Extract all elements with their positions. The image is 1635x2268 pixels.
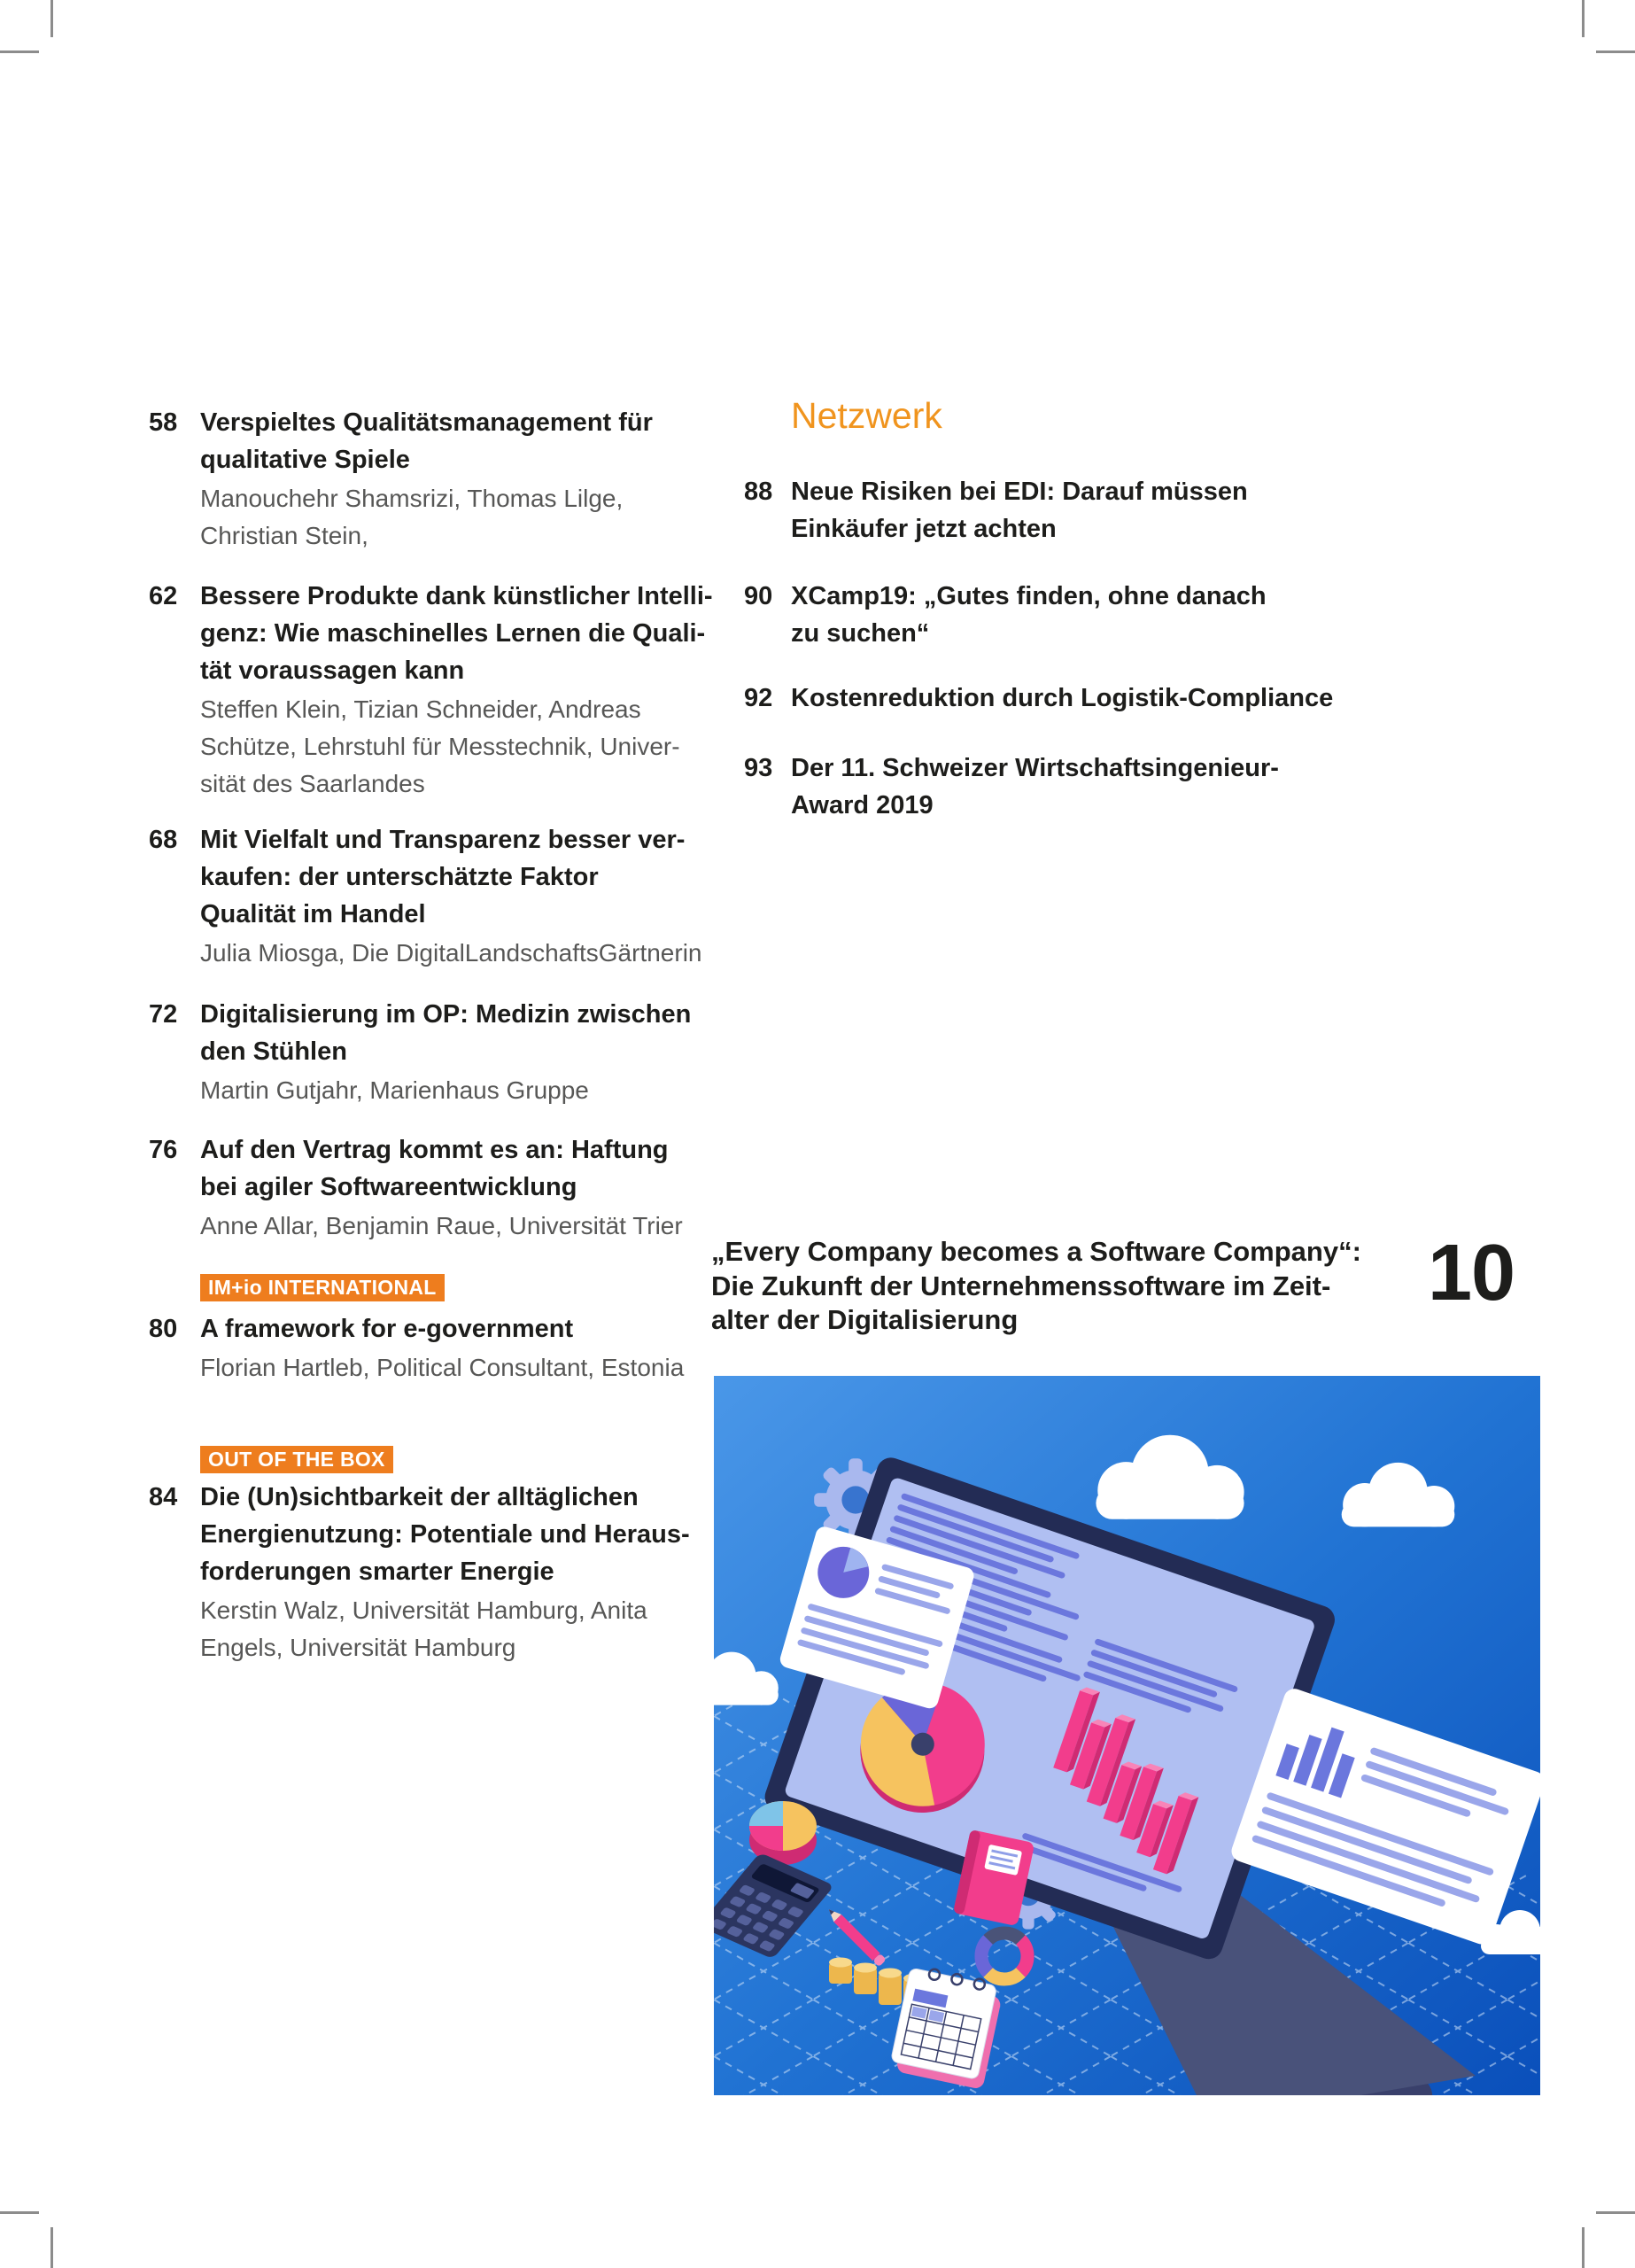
entry-author-line: Engels, Universität Hamburg bbox=[200, 1634, 516, 1661]
entry-page-number: 62 bbox=[149, 582, 178, 610]
toc-entry bbox=[149, 821, 702, 972]
crop-mark bbox=[1582, 0, 1585, 37]
crop-mark bbox=[0, 2211, 39, 2214]
section-heading-netzwerk: Netzwerk bbox=[791, 395, 942, 436]
entry-title-line: zu suchen“ bbox=[791, 619, 930, 648]
entry-author-line: Steffen Klein, Tizian Schneider, Andreas bbox=[200, 695, 641, 723]
entry-page-number: 76 bbox=[149, 1136, 178, 1164]
entry-author-line: Martin Gutjahr, Marienhaus Gruppe bbox=[200, 1076, 589, 1104]
toc-entry bbox=[744, 473, 1248, 548]
entry-title-line: Der 11. Schweizer Wirtschaftsingenieur- bbox=[791, 754, 1279, 782]
feature-illustration bbox=[714, 1376, 1540, 2095]
entry-title-line: Digitalisierung im OP: Medizin zwischen bbox=[200, 1000, 692, 1029]
feature-page-number: 10 bbox=[1428, 1229, 1515, 1317]
toc-entry bbox=[744, 578, 1267, 652]
entry-title-line: Auf den Vertrag kommt es an: Haftung bbox=[200, 1136, 669, 1164]
crop-mark bbox=[0, 50, 39, 53]
entry-page-number: 58 bbox=[149, 408, 178, 437]
entry-title-line: Die (Un)sichtbarkeit der alltäglichen bbox=[200, 1483, 639, 1511]
entry-page-number: 93 bbox=[744, 754, 773, 782]
entry-title-line: Bessere Produkte dank künstlicher Intelli- bbox=[200, 582, 713, 610]
entry-page-number: 88 bbox=[744, 478, 773, 506]
toc-entry bbox=[149, 1479, 690, 1666]
crop-mark bbox=[1596, 2211, 1635, 2214]
entry-title-line: A framework for e-government bbox=[200, 1315, 574, 1343]
toc-entry bbox=[149, 578, 713, 803]
section-badge-international: IM+io INTERNATIONAL bbox=[200, 1274, 445, 1301]
entry-page-number: 68 bbox=[149, 826, 178, 854]
entry-title-line: Neue Risiken bei EDI: Darauf müssen bbox=[791, 478, 1248, 506]
section-badge-out-of-the-box: OUT OF THE BOX bbox=[200, 1446, 393, 1473]
feature-title-line: Die Zukunft der Unternehmenssoftware im Zeit- bbox=[711, 1270, 1331, 1301]
feature-title bbox=[711, 1235, 1361, 1338]
entry-title-line: Kostenreduktion durch Logistik-Compliance bbox=[791, 684, 1334, 712]
entry-title-line: kaufen: der unterschätzte Faktor bbox=[200, 863, 599, 891]
entry-title-line: genz: Wie maschinelles Lernen die Quali- bbox=[200, 619, 706, 648]
feature-title-line: „Every Company becomes a Software Company“: bbox=[711, 1236, 1361, 1267]
entry-author-line: Florian Hartleb, Political Consultant, Estonia bbox=[200, 1354, 685, 1381]
toc-entry bbox=[744, 680, 1333, 717]
crop-mark bbox=[1582, 2227, 1585, 2268]
entry-title-line: Verspieltes Qualitätsmanagement für bbox=[200, 408, 653, 437]
entry-page-number: 92 bbox=[744, 684, 773, 712]
entry-title-line: Mit Vielfalt und Transparenz besser ver- bbox=[200, 826, 686, 854]
entry-author-line: Christian Stein, bbox=[200, 522, 368, 549]
toc-entry bbox=[149, 996, 691, 1109]
entry-title-line: tät voraussagen kann bbox=[200, 656, 465, 685]
toc-entry bbox=[149, 1131, 683, 1245]
entry-author-line: Julia Miosga, Die DigitalLandschaftsGärtnerin bbox=[200, 939, 702, 967]
entry-page-number: 72 bbox=[149, 1000, 178, 1029]
entry-page-number: 90 bbox=[744, 582, 773, 610]
feature-title-line: alter der Digitalisierung bbox=[711, 1304, 1019, 1335]
entry-author-line: Anne Allar, Benjamin Raue, Universität Trier bbox=[200, 1212, 683, 1239]
entry-title-line: Energienutzung: Potentiale und Heraus- bbox=[200, 1520, 690, 1549]
entry-title-line: Award 2019 bbox=[791, 791, 934, 819]
crop-mark bbox=[1596, 50, 1635, 53]
entry-title-line: bei agiler Softwareentwicklung bbox=[200, 1173, 577, 1201]
entry-title-line: Einkäufer jetzt achten bbox=[791, 515, 1057, 543]
entry-author-line: Manouchehr Shamsrizi, Thomas Lilge, bbox=[200, 485, 624, 512]
toc-entry bbox=[149, 404, 653, 555]
crop-mark bbox=[50, 0, 53, 37]
entry-author-line: Kerstin Walz, Universität Hamburg, Anita bbox=[200, 1596, 647, 1624]
toc-entry bbox=[149, 1310, 684, 1386]
entry-page-number: 80 bbox=[149, 1315, 178, 1343]
entry-page-number: 84 bbox=[149, 1483, 178, 1511]
entry-title-line: Qualität im Handel bbox=[200, 900, 426, 928]
entry-author-line: sität des Saarlandes bbox=[200, 770, 425, 797]
crop-mark bbox=[50, 2227, 53, 2268]
toc-entry bbox=[744, 750, 1279, 824]
entry-title-line: den Stühlen bbox=[200, 1037, 347, 1066]
entry-title-line: forderungen smarter Energie bbox=[200, 1557, 554, 1586]
entry-author-line: Schütze, Lehrstuhl für Messtechnik, Univer- bbox=[200, 733, 680, 760]
entry-title-line: XCamp19: „Gutes finden, ohne danach bbox=[791, 582, 1267, 610]
entry-title-line: qualitative Spiele bbox=[200, 446, 410, 474]
